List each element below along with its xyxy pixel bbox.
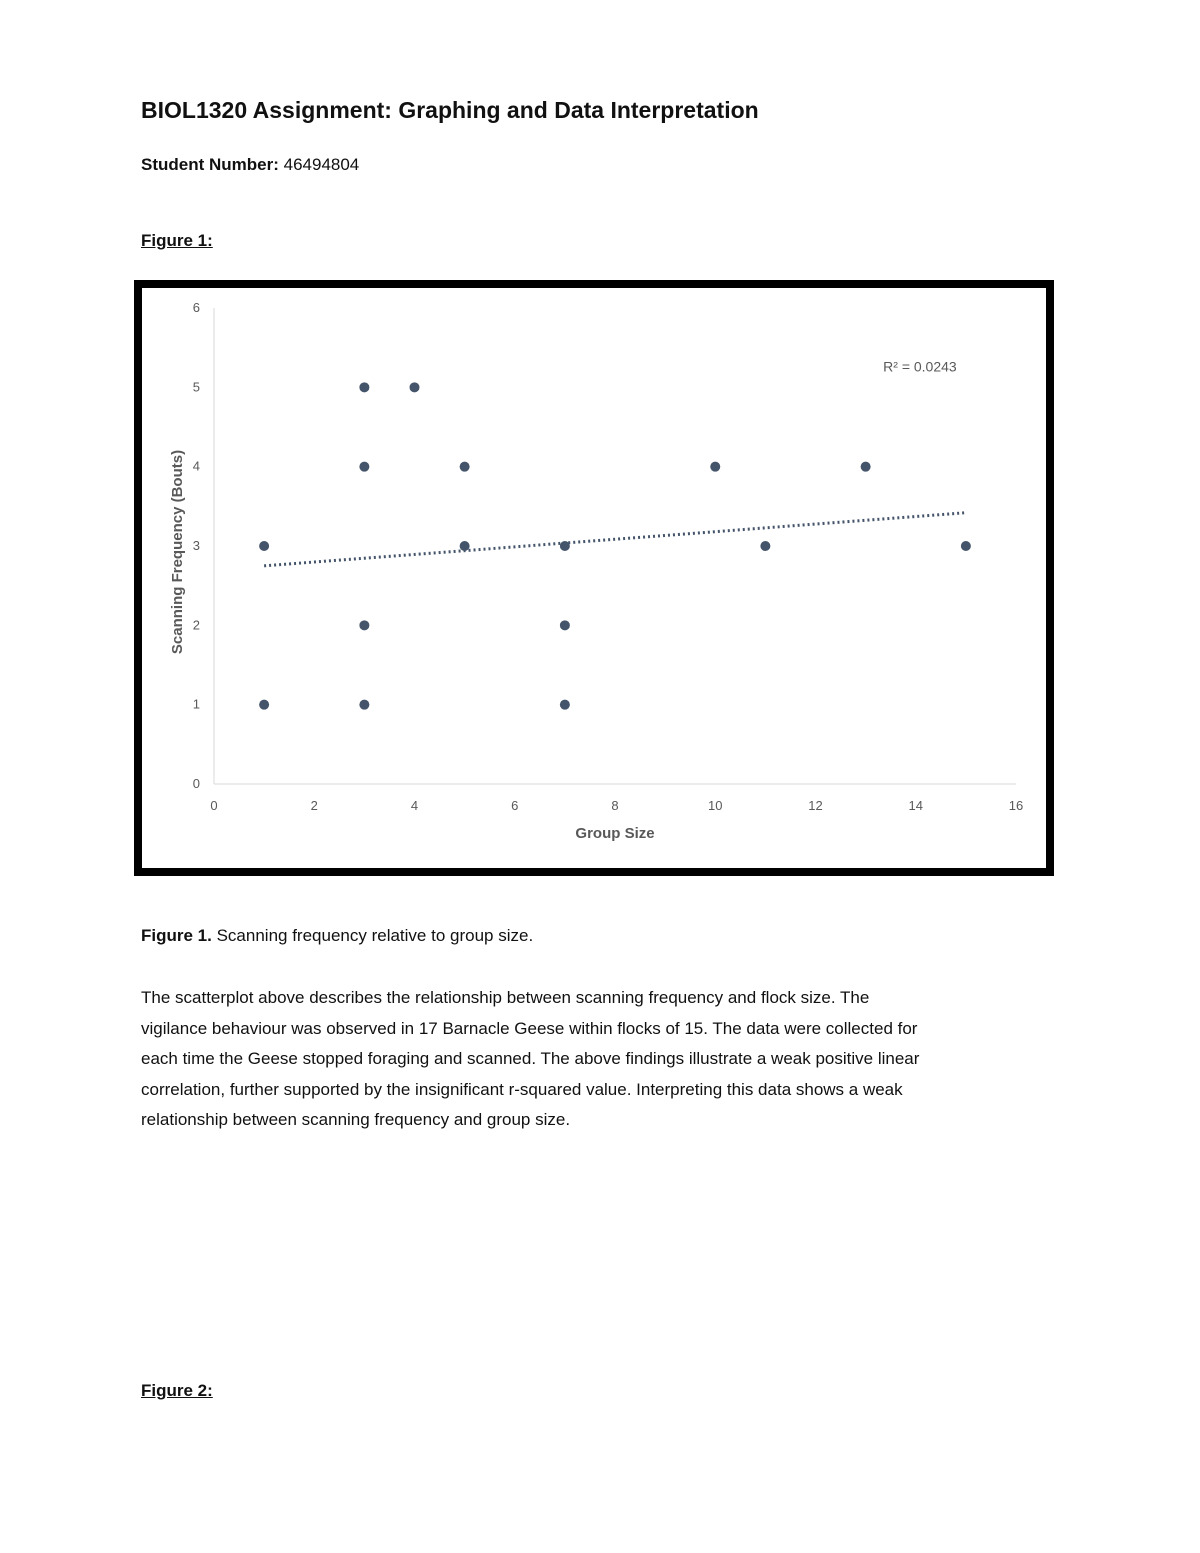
x-tick-label: 2 [310, 798, 318, 813]
interpretation-paragraph [141, 983, 1051, 1136]
y-tick-label: 6 [192, 300, 200, 315]
r-squared-label: R² = 0.0243 [883, 358, 957, 375]
student-number-label: Student Number: [141, 155, 279, 174]
x-tick-label: 14 [908, 798, 923, 813]
data-point [410, 382, 420, 392]
data-point [259, 541, 269, 551]
data-point [961, 541, 971, 551]
figure2-heading: Figure 2: [141, 1381, 213, 1400]
paragraph-line: relationship between scanning frequency and group size. [141, 1110, 571, 1129]
x-tick-label: 8 [611, 798, 619, 813]
x-tick-label: 16 [1008, 798, 1024, 813]
data-point [560, 620, 570, 630]
student-number-value: 46494804 [283, 155, 360, 174]
paragraph-line: each time the Geese stopped foraging and scanned. The above findings illustrate a weak positive linear [141, 1049, 920, 1068]
x-tick-label: 12 [808, 798, 823, 813]
y-tick-label: 4 [192, 458, 200, 474]
student-number-line [141, 155, 359, 175]
y-tick-label: 1 [192, 696, 200, 712]
data-point [359, 462, 369, 472]
y-axis-title: Scanning Frequency (Bouts) [169, 449, 186, 655]
y-tick-label: 3 [192, 538, 200, 553]
x-tick-label: 4 [410, 798, 419, 813]
data-point [460, 541, 470, 551]
paragraph-line: vigilance behaviour was observed in 17 Barnacle Geese within flocks of 15. The data were collected for [141, 1018, 918, 1038]
caption-label: Figure 1. [141, 926, 212, 945]
data-point [259, 700, 269, 710]
data-point [560, 541, 570, 551]
x-tick-label: 6 [511, 798, 519, 813]
x-tick-label: 10 [708, 798, 723, 813]
paragraph-line: The scatterplot above describes the relationship between scanning frequency and flock size. The [141, 988, 870, 1007]
data-point [861, 462, 871, 472]
x-axis-title: Group Size [575, 825, 655, 842]
data-point [560, 700, 570, 710]
scatter-chart [142, 288, 1046, 868]
data-point [710, 462, 720, 472]
figure1-chart-frame [134, 280, 1054, 876]
trendline [264, 513, 966, 566]
data-point [359, 700, 369, 710]
data-point [760, 541, 770, 551]
document-title: BIOL1320 Assignment: Graphing and Data Interpretation [141, 97, 759, 123]
y-tick-label: 5 [192, 379, 200, 395]
y-tick-label: 0 [192, 776, 200, 791]
figure1-heading: Figure 1: [141, 231, 213, 250]
y-tick-label: 2 [192, 617, 200, 633]
x-tick-label: 0 [210, 798, 218, 813]
data-point [460, 462, 470, 472]
figure1-caption [141, 926, 533, 946]
paragraph-line: correlation, further supported by the insignificant r-squared value. Interpreting this data shows a weak [141, 1079, 903, 1099]
data-point [359, 620, 369, 630]
caption-text: Scanning frequency relative to group size. [216, 926, 534, 945]
data-point [359, 382, 369, 392]
